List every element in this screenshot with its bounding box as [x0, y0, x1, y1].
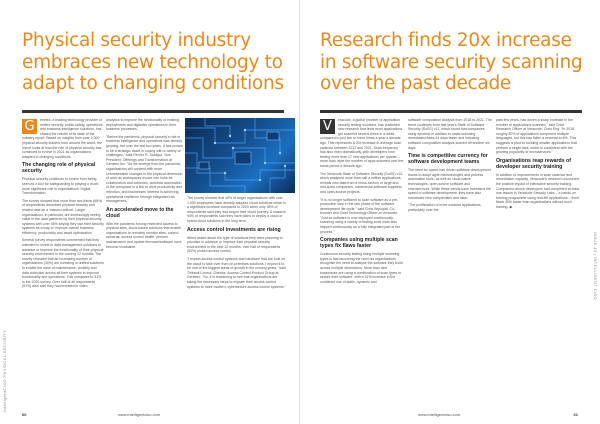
- right-col2-p1: software composition analysis from 2018 to 2021. The trend continues from last year's State of Software Security (SoSS) v11, which found that companies using dynamic in addition to static scanning remediated flaws 24 days faster and including software composition analysis shaved off another six days.: [408, 118, 492, 150]
- left-col3-p1: The survey showed that 45% of larger organisations with over 1,000 employees have already adopted cloud solutions which is a significant increase compared to 2020 when only 35% of respondents said they had begun their cloud journey. A massive 94% of respondents said they have plans to deploy a cloud or hybrid cloud solutions in the long term.: [187, 196, 286, 223]
- left-footer-url: www.intelligentciso.com: [118, 412, 161, 417]
- left-column-2: [106, 118, 184, 252]
- left-column-3: [187, 196, 287, 292]
- right-intro-paragraph: [320, 118, 404, 169]
- right-col1-p2: The Veracode State of Software Security (SoSS) v12, which analysed more than half a million applications, reveals new data from a cross-section of large and mid-sized companies, commercial software suppliers and open-source projects.: [320, 171, 404, 194]
- circuit-board-graphic: [185, 118, 295, 193]
- right-footer-url: www.intelligentciso.com: [418, 412, 461, 417]
- left-col1-p1: Physical security continues to evolve from being seen as a tool for safeguarding to playing a much more significant role in organisations' Digital Transformation.: [22, 177, 99, 196]
- left-col2-p3: With the pandemic forcing restricted access to physical sites, cloud-based solutions that enable organisations to remotely monitor sites, control cameras, access control health, perform maintenance and update firmware/software have become invaluable.: [106, 221, 182, 249]
- left-col2-p1: analytics to improve the functionality of existing deployments and digitalise operations in their business processes.: [106, 118, 179, 132]
- right-column-1: [320, 118, 404, 287]
- left-page-number: 60: [22, 412, 27, 417]
- left-headline: Physical security industry embraces new technology to adapt to changing conditions: [22, 30, 284, 94]
- left-col1-p3: Several survey respondents commented that they intended to invest in data management solutions to advance or improve the functionality of their physical security environment in the coming 12 months. The survey revealed that an increasing number of organisations (30%) are investing in unified solutions to enable the ease of maintenance, visibility and data collection across all their systems to improve functionality and operations. This compares to 31% in the 2020 survey. Over half of all respondents (51%) also said they had invested in video: [22, 238, 104, 289]
- right-dropcap: V: [320, 119, 335, 134]
- left-column-1: [22, 118, 104, 292]
- circuit-board-image: [185, 118, 295, 193]
- right-section-heading-1: Companies using multiple scan types fix flaws faster: [320, 237, 398, 250]
- left-dropcap: G: [22, 119, 37, 134]
- right-page-number: 61: [573, 412, 578, 417]
- right-section-heading-2: Time is competitive currency for software development teams: [408, 153, 488, 166]
- right-page: [300, 0, 600, 424]
- left-section-heading-3: Access control investments are rising: [187, 226, 281, 233]
- right-section-heading-3: Organisations reap rewards of developer security training: [496, 157, 571, 170]
- left-headline-rule: [22, 110, 284, 113]
- right-side-label: ISSUE 43 | INTELLIGENT CISO: [593, 231, 598, 300]
- right-col2-p3: "The proliferation of more modular applications, particularly over the: [408, 203, 482, 212]
- left-section-heading-2: An accelerated move to the cloud: [106, 206, 174, 219]
- right-intro-text: eracode, a global provider of application security testing solutions, has published new research that finds most applications get scanned several times in a week compared to just two or three times a year a decade ago. This represents a 20x increase in average scan cadence between 2012 and 2021. Scan frequency has also risen dramatically, with developers now testing more than 17 new applications per quarter – more than triple the number of apps scanned over the same period a decade ago.: [320, 118, 404, 168]
- left-col3-p2: When asked about the type of solutions they were planning to prioritise in advance or improve their physical security environment in the next 12 months, over half of respondents (52%) picked access control.: [187, 235, 283, 254]
- right-headline-rule: [320, 110, 582, 113]
- left-intro-paragraph: [22, 118, 104, 159]
- right-column-2: [408, 118, 492, 216]
- right-col2-p2: The need for speed has driven software development teams to adopt agile methodologies and process automation tools, as well as cloud-native technologies, open-source software and microservices. While these trends have increased the speed of software development, they have also introduced new complexities and risks.: [408, 168, 491, 200]
- left-side-label: IntelligentCISO PHYSICAL SECURITY: [2, 329, 7, 412]
- right-col3-p2: In addition to improvements in scan cadence and remediation capacity, Veracode's research uncovered the positive impact of interactive security training. Companies whose developers had completed at least one lesson in Veracode Security Labs – a hands-on training programme using real-life applications – fixed flaws 35% faster than organisations without such training. ◆: [496, 172, 580, 209]
- right-column-3: [496, 118, 580, 213]
- right-col1-p4: Continuous security testing using multiple scanning types is fast becoming the norm as organisations recognise the need to analyse the software they build across multiple dimensions. More than nine businesses are using a combination of scan types to secure their software, with a 31% increase in the combined use of static, dynamic and: [320, 252, 403, 284]
- left-col1-p2: The survey showed that more than two-thirds (68%) of respondents described physical security and related data as a 'mission-critical'. Larger organisations, in particular, are increasingly seeing value in the data gathered by their physical security systems with over 45% saying they use their security systems as a way to 'improve overall business efficiency, productivity and asset optimisation'.: [22, 198, 104, 235]
- left-intro-text: enetec, a leading technology provider of unified security, public safety, operations and business intelligence solutions, has shared the results of its state of the industry report. Based on insights from over 2,000 physical security leaders from around the world, the report looks at how the role of physical security has continued to evolve in 2021 as organisations adapted to changing conditions.: [22, 118, 103, 159]
- left-col2-p2: "Before the pandemic, physical security's role in business intelligence and operations was already growing, but over the last two years, it has proven to be a strategic asset in coping with a variety of challenges," said Pervez R. Siddiqui, Vice President, Offerings and Transformation at Genetec Inc. "As we emerge from the pandemic, organisations will contend with more unforeseeable changes in the physical dimension of work as workspaces evolve into hubs for collaboration and cohesion, workflow automation of the workplace is a link to drive productivity and retention, and businesses' interest in achieving operational resilience through integrated risk management.": [106, 134, 184, 204]
- right-col3-p1: past few years, has driven a sharp increase in the number of applications scanned," said Chief Research Officer at Veracode, Chris Eng. "In 2018, roughly 80% of applications comprised multiple languages, but this has fallen a reversal to 6%. This suggests a pivot to building smaller applications that perform a single task, which is consistent with the growing popularity of microservices.": [496, 118, 577, 155]
- right-col1-p3: "It is no longer sufficient to scan software as a pre-production step in the last phase of the software development life cycle," said Chris Wysopal, Co-founder and Chief Technology Officer at Veracode. "Just as software is now deployed continuously, scanning using a variety of testing tools must also happen continuously as a fully integrated part of the process.": [320, 197, 401, 234]
- left-section-heading-1: The changing role of physical security: [22, 162, 96, 175]
- left-col3-p3: "I expect access control systems and hardware that are built on the cloud to take over from on-premises solutions. I expect it to be one of the biggest areas of growth in the coming years," said Thibault Loveck, Director, Access Control Product Group at Genetec. "So, it is reassuring to see that organisations are taking the necessary steps to migrate their access control systems to more modern, cybersecure access control systems.": [187, 256, 286, 289]
- right-headline: Research finds 20x increase in software security scanning over the past decade: [320, 30, 583, 94]
